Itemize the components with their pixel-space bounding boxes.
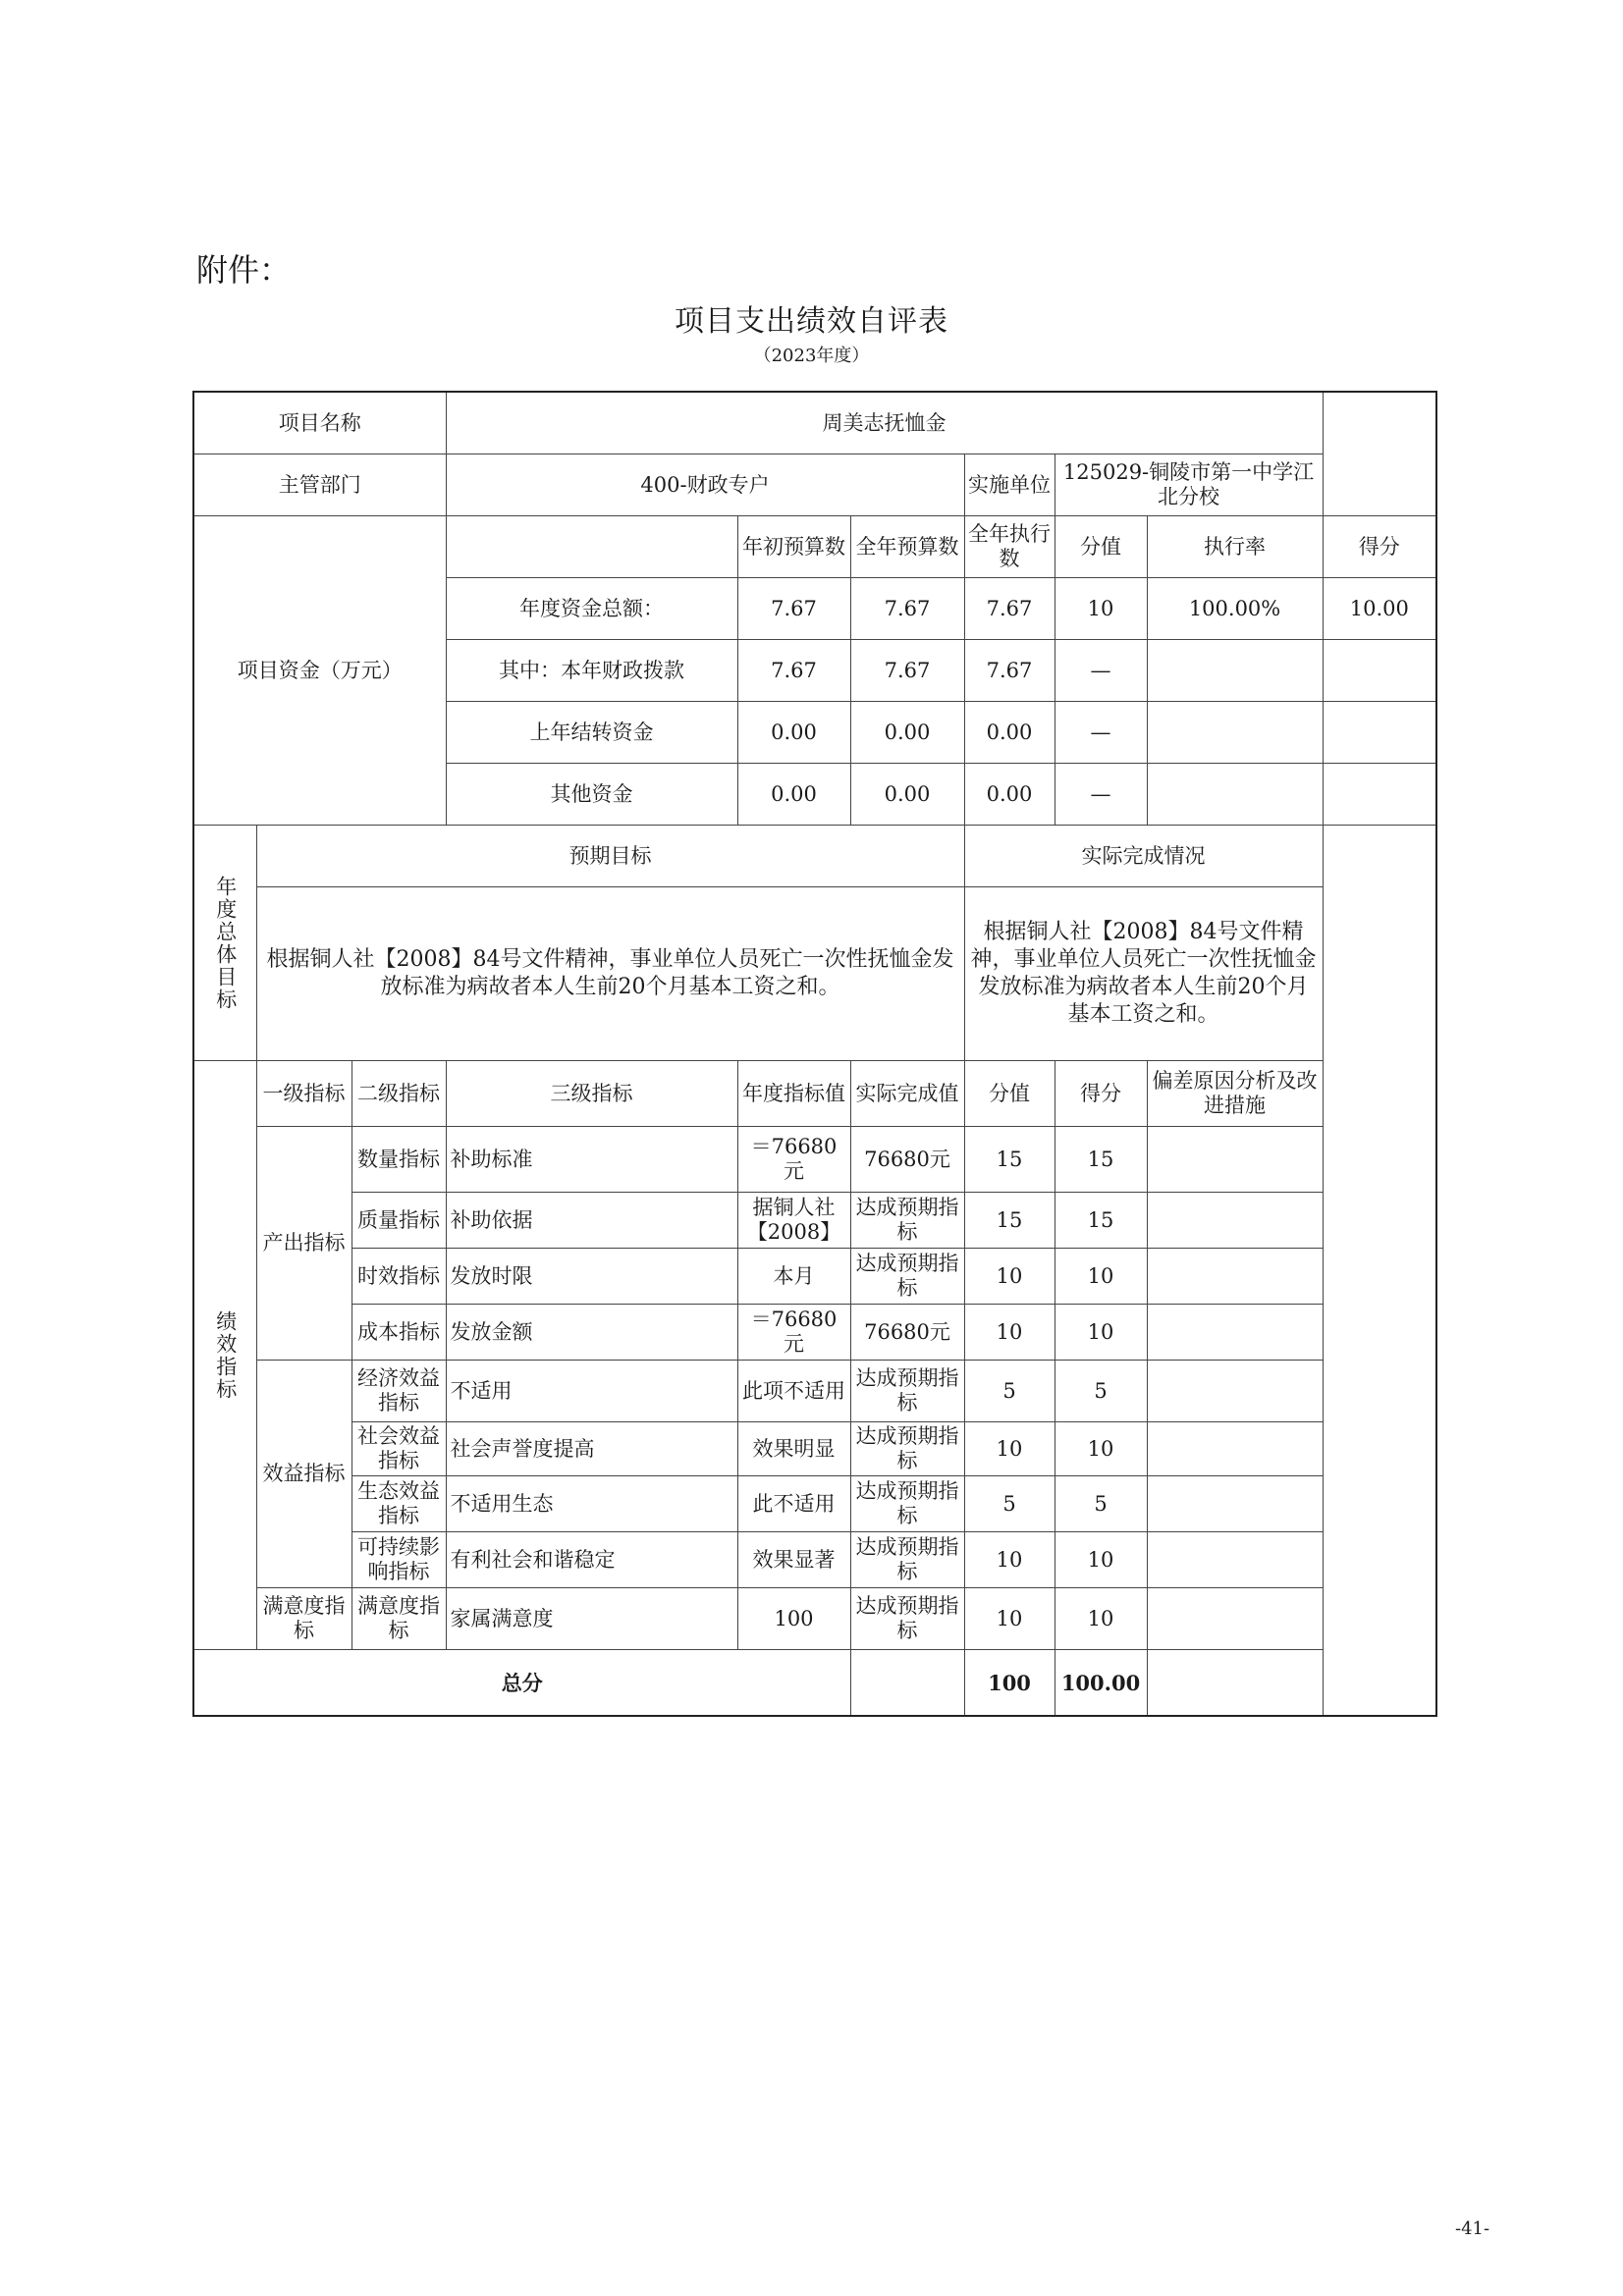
score-value: 10 bbox=[964, 1532, 1055, 1588]
indicator-header: 实际完成值 bbox=[850, 1061, 964, 1127]
deviation-analysis bbox=[1147, 1249, 1323, 1305]
funds-header-row bbox=[193, 516, 1436, 578]
deviation-analysis bbox=[1147, 1422, 1323, 1476]
expected-goal-header: 预期目标 bbox=[256, 826, 964, 887]
score: 10 bbox=[1055, 1588, 1147, 1650]
actual-value: 达成预期指标 bbox=[850, 1476, 964, 1532]
funds-cell: — bbox=[1055, 702, 1147, 764]
funds-cell: 0.00 bbox=[850, 702, 964, 764]
score: 5 bbox=[1055, 1476, 1147, 1532]
indicator-header: 年度指标值 bbox=[737, 1061, 850, 1127]
funds-header: 全年预算数 bbox=[850, 516, 964, 578]
implementing-unit-label: 实施单位 bbox=[964, 454, 1055, 516]
funds-cell bbox=[1147, 702, 1323, 764]
score: 5 bbox=[1055, 1361, 1147, 1422]
funds-header: 年初预算数 bbox=[737, 516, 850, 578]
deviation-analysis bbox=[1147, 1193, 1323, 1249]
level2-indicator: 时效指标 bbox=[352, 1249, 446, 1305]
total-row bbox=[193, 1650, 1436, 1717]
level3-indicator: 社会声誉度提高 bbox=[446, 1422, 737, 1476]
funds-cell: 10 bbox=[1055, 578, 1147, 640]
score: 10 bbox=[1055, 1249, 1147, 1305]
level3-indicator: 发放金额 bbox=[446, 1305, 737, 1361]
total-blank bbox=[850, 1650, 964, 1717]
department-row bbox=[193, 454, 1436, 516]
funds-cell: 7.67 bbox=[737, 578, 850, 640]
annual-target: 效果明显 bbox=[737, 1422, 850, 1476]
funds-cell bbox=[1323, 764, 1436, 826]
deviation-analysis bbox=[1147, 1305, 1323, 1361]
level3-indicator: 家属满意度 bbox=[446, 1588, 737, 1650]
indicator-header: 得分 bbox=[1055, 1061, 1147, 1127]
indicator-header: 二级指标 bbox=[352, 1061, 446, 1127]
annual-goal-label: 年度总体目标 bbox=[193, 826, 256, 1061]
form-year: （2023年度） bbox=[753, 346, 870, 366]
actual-value: 达成预期指标 bbox=[850, 1193, 964, 1249]
score-value: 5 bbox=[964, 1476, 1055, 1532]
score-value: 15 bbox=[964, 1127, 1055, 1193]
funds-cell: 7.67 bbox=[964, 640, 1055, 702]
score-value: 10 bbox=[964, 1588, 1055, 1650]
attachment-label: 附件： bbox=[196, 251, 292, 289]
level2-indicator: 质量指标 bbox=[352, 1193, 446, 1249]
funds-cell: 上年结转资金 bbox=[446, 702, 737, 764]
deviation-analysis bbox=[1147, 1361, 1323, 1422]
indicator-row bbox=[193, 1476, 1436, 1532]
indicator-row bbox=[193, 1193, 1436, 1249]
funds-cell bbox=[1147, 640, 1323, 702]
actual-value: 76680元 bbox=[850, 1305, 964, 1361]
funds-cell: 0.00 bbox=[850, 764, 964, 826]
score-value: 10 bbox=[964, 1249, 1055, 1305]
goals-header-row bbox=[193, 826, 1436, 887]
funds-cell: 其他资金 bbox=[446, 764, 737, 826]
level2-indicator: 成本指标 bbox=[352, 1305, 446, 1361]
funds-label: 项目资金（万元） bbox=[193, 516, 446, 826]
funds-cell: 100.00% bbox=[1147, 578, 1323, 640]
project-name-label: 项目名称 bbox=[193, 392, 446, 454]
level3-indicator: 不适用 bbox=[446, 1361, 737, 1422]
level3-indicator: 有利社会和谐稳定 bbox=[446, 1532, 737, 1588]
score-value: 5 bbox=[964, 1361, 1055, 1422]
level1-indicator: 效益指标 bbox=[256, 1361, 352, 1588]
funds-cell: 7.67 bbox=[850, 640, 964, 702]
indicator-row bbox=[193, 1422, 1436, 1476]
indicator-header: 三级指标 bbox=[446, 1061, 737, 1127]
deviation-analysis bbox=[1147, 1588, 1323, 1650]
total-deviation bbox=[1147, 1650, 1323, 1717]
actual-completion-text: 根据铜人社【2008】84号文件精神，事业单位人员死亡一次性抚恤金发放标准为病故者本人生前20个月基本工资之和。 bbox=[964, 887, 1323, 1061]
funds-cell: 7.67 bbox=[964, 578, 1055, 640]
expected-goal-text: 根据铜人社【2008】84号文件精神，事业单位人员死亡一次性抚恤金发放标准为病故者本人生前20个月基本工资之和。 bbox=[256, 887, 964, 1061]
score-value: 10 bbox=[964, 1422, 1055, 1476]
funds-cell: 10.00 bbox=[1323, 578, 1436, 640]
funds-cell: 0.00 bbox=[964, 764, 1055, 826]
funds-cell: 7.67 bbox=[737, 640, 850, 702]
funds-header: 得分 bbox=[1323, 516, 1436, 578]
funds-header: 执行率 bbox=[1147, 516, 1323, 578]
actual-value: 76680元 bbox=[850, 1127, 964, 1193]
funds-cell: 7.67 bbox=[850, 578, 964, 640]
annual-target: 本月 bbox=[737, 1249, 850, 1305]
indicator-row bbox=[193, 1588, 1436, 1650]
level3-indicator: 发放时限 bbox=[446, 1249, 737, 1305]
actual-completion-header: 实际完成情况 bbox=[964, 826, 1323, 887]
indicator-header: 偏差原因分析及改进措施 bbox=[1147, 1061, 1323, 1127]
indicator-row bbox=[193, 1532, 1436, 1588]
indicator-row bbox=[193, 1305, 1436, 1361]
score: 10 bbox=[1055, 1422, 1147, 1476]
funds-cell: 0.00 bbox=[964, 702, 1055, 764]
funds-cell bbox=[1323, 702, 1436, 764]
funds-cell bbox=[1147, 764, 1323, 826]
level2-indicator: 数量指标 bbox=[352, 1127, 446, 1193]
score: 10 bbox=[1055, 1305, 1147, 1361]
actual-value: 达成预期指标 bbox=[850, 1588, 964, 1650]
score-value: 15 bbox=[964, 1193, 1055, 1249]
funds-cell: 年度资金总额： bbox=[446, 578, 737, 640]
indicator-header-row bbox=[193, 1061, 1436, 1127]
indicator-row bbox=[193, 1249, 1436, 1305]
level2-indicator: 经济效益指标 bbox=[352, 1361, 446, 1422]
form-title: 项目支出绩效自评表 bbox=[675, 304, 948, 339]
level2-indicator: 满意度指标 bbox=[352, 1588, 446, 1650]
score: 10 bbox=[1055, 1532, 1147, 1588]
actual-value: 达成预期指标 bbox=[850, 1422, 964, 1476]
level3-indicator: 补助依据 bbox=[446, 1193, 737, 1249]
actual-value: 达成预期指标 bbox=[850, 1361, 964, 1422]
annual-target: 此不适用 bbox=[737, 1476, 850, 1532]
funds-header: 分值 bbox=[1055, 516, 1147, 578]
project-name-value: 周美志抚恤金 bbox=[446, 392, 1323, 454]
total-score: 100.00 bbox=[1055, 1650, 1147, 1717]
deviation-analysis bbox=[1147, 1476, 1323, 1532]
performance-table bbox=[192, 391, 1437, 1717]
funds-header-blank bbox=[446, 516, 737, 578]
level1-indicator: 产出指标 bbox=[256, 1127, 352, 1361]
actual-value: 达成预期指标 bbox=[850, 1532, 964, 1588]
deviation-analysis bbox=[1147, 1127, 1323, 1193]
funds-cell: — bbox=[1055, 764, 1147, 826]
total-label: 总分 bbox=[193, 1650, 850, 1717]
level1-indicator: 满意度指标 bbox=[256, 1588, 352, 1650]
level3-indicator: 补助标准 bbox=[446, 1127, 737, 1193]
funds-cell: 其中：本年财政拨款 bbox=[446, 640, 737, 702]
page-number: -41- bbox=[1455, 2218, 1490, 2239]
annual-target: ＝76680元 bbox=[737, 1305, 850, 1361]
indicator-header: 分值 bbox=[964, 1061, 1055, 1127]
annual-target: 100 bbox=[737, 1588, 850, 1650]
indicator-row bbox=[193, 1127, 1436, 1193]
goals-content-row bbox=[193, 887, 1436, 1061]
funds-cell: 0.00 bbox=[737, 764, 850, 826]
indicator-row bbox=[193, 1361, 1436, 1422]
actual-value: 达成预期指标 bbox=[850, 1249, 964, 1305]
annual-target: 据铜人社【2008】 bbox=[737, 1193, 850, 1249]
indicator-header: 一级指标 bbox=[256, 1061, 352, 1127]
annual-target: 效果显著 bbox=[737, 1532, 850, 1588]
performance-indicator-label: 绩效指标 bbox=[193, 1061, 256, 1650]
score-value: 10 bbox=[964, 1305, 1055, 1361]
funds-header: 全年执行数 bbox=[964, 516, 1055, 578]
project-name-row bbox=[193, 392, 1436, 454]
funds-cell: — bbox=[1055, 640, 1147, 702]
score: 15 bbox=[1055, 1127, 1147, 1193]
score: 15 bbox=[1055, 1193, 1147, 1249]
department-label: 主管部门 bbox=[193, 454, 446, 516]
level3-indicator: 不适用生态 bbox=[446, 1476, 737, 1532]
level2-indicator: 生态效益指标 bbox=[352, 1476, 446, 1532]
annual-target: 此项不适用 bbox=[737, 1361, 850, 1422]
annual-target: ＝76680元 bbox=[737, 1127, 850, 1193]
level2-indicator: 社会效益指标 bbox=[352, 1422, 446, 1476]
funds-cell: 0.00 bbox=[737, 702, 850, 764]
department-value: 400-财政专户 bbox=[446, 454, 964, 516]
deviation-analysis bbox=[1147, 1532, 1323, 1588]
funds-cell bbox=[1323, 640, 1436, 702]
level2-indicator: 可持续影响指标 bbox=[352, 1532, 446, 1588]
total-score-value: 100 bbox=[964, 1650, 1055, 1717]
implementing-unit-value: 125029-铜陵市第一中学江北分校 bbox=[1055, 454, 1323, 516]
